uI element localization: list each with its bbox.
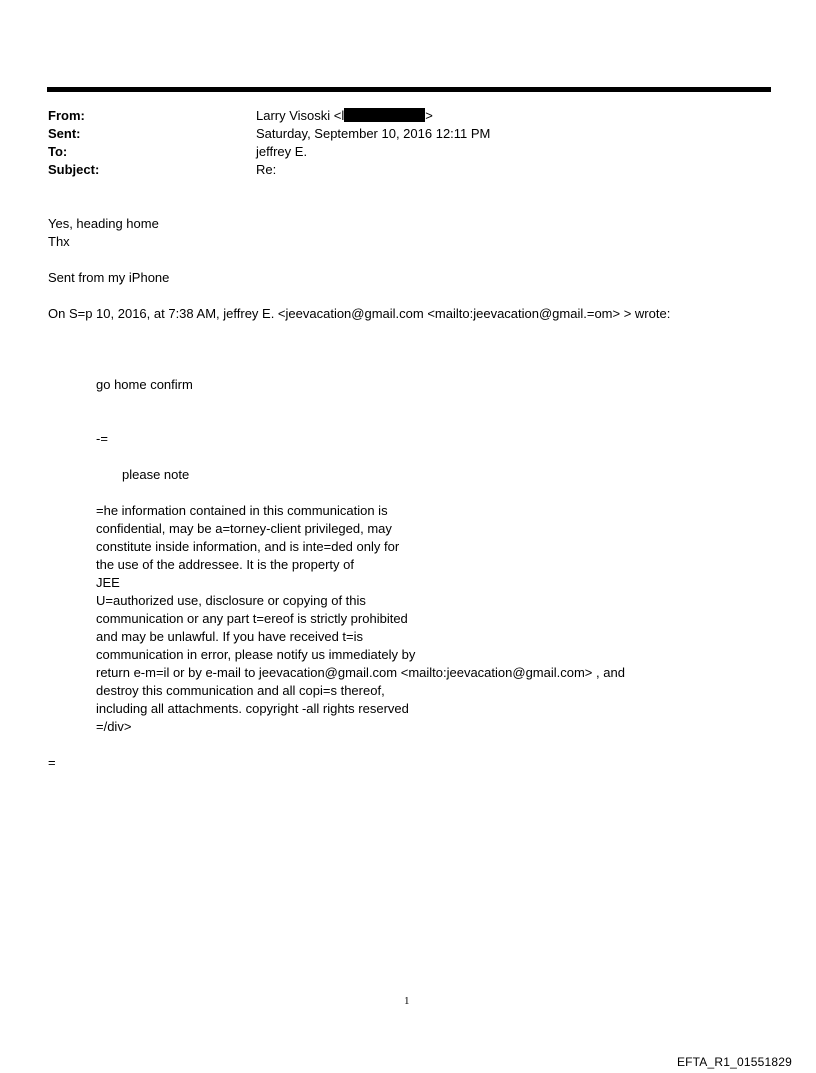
from-value [256,107,433,125]
header-divider [47,87,771,92]
redaction-block [344,108,425,122]
trailing-marker: = [48,755,56,770]
disclaimer-line: including all attachments. copyright -all rights reserved [96,701,409,716]
from-label: From: [48,108,85,123]
sent-label: Sent: [48,126,81,141]
from-close: > [425,108,433,123]
from-name: Larry Visoski <l [256,108,345,123]
disclaimer-line: communication in error, please notify us immediately by [96,647,416,662]
disclaimer-line: JEE [96,575,120,590]
quoted-message: go home confirm [96,377,193,392]
note-heading: please note [122,467,190,482]
document-id: EFTA_R1_01551829 [676,1055,792,1069]
to-value: jeffrey E. [256,144,308,159]
disclaimer-line: return e-m=il or by e-mail to jeevacation@gmail.com <mailto:jeevacation@gmail.com> , and [96,665,625,680]
disclaimer-line: constitute inside information, and is inte=ded only for [96,539,400,554]
disclaimer-line: =/div> [96,719,132,734]
disclaimer-line: communication or any part t=ereof is strictly prohibited [96,611,408,626]
signature: Sent from my iPhone [48,270,170,285]
disclaimer-line: U=authorized use, disclosure or copying of this [96,593,366,608]
subject-value: Re: [256,162,277,177]
disclaimer-line: and may be unlawful. If you have received t=is [96,629,364,644]
subject-label: Subject: [48,162,100,177]
page-number: 1 [404,995,410,1007]
sent-value: Saturday, September 10, 2016 12:11 PM [256,126,491,141]
disclaimer-line: =he information contained in this communication is [96,503,388,518]
reply-line: Thx [48,234,70,249]
disclaimer-line: destroy this communication and all copi=s thereof, [96,683,385,698]
separator: -= [96,431,108,446]
to-label: To: [48,144,68,159]
disclaimer-line: the use of the addressee. It is the property of [96,557,354,572]
reply-line: Yes, heading home [48,216,159,231]
disclaimer-line: confidential, may be a=torney-client privileged, may [96,521,392,536]
quote-header: On S=p 10, 2016, at 7:38 AM, jeffrey E. <jeevacation@gmail.com <mailto:jeevacation@gmail.=om> > wrote: [48,306,671,321]
